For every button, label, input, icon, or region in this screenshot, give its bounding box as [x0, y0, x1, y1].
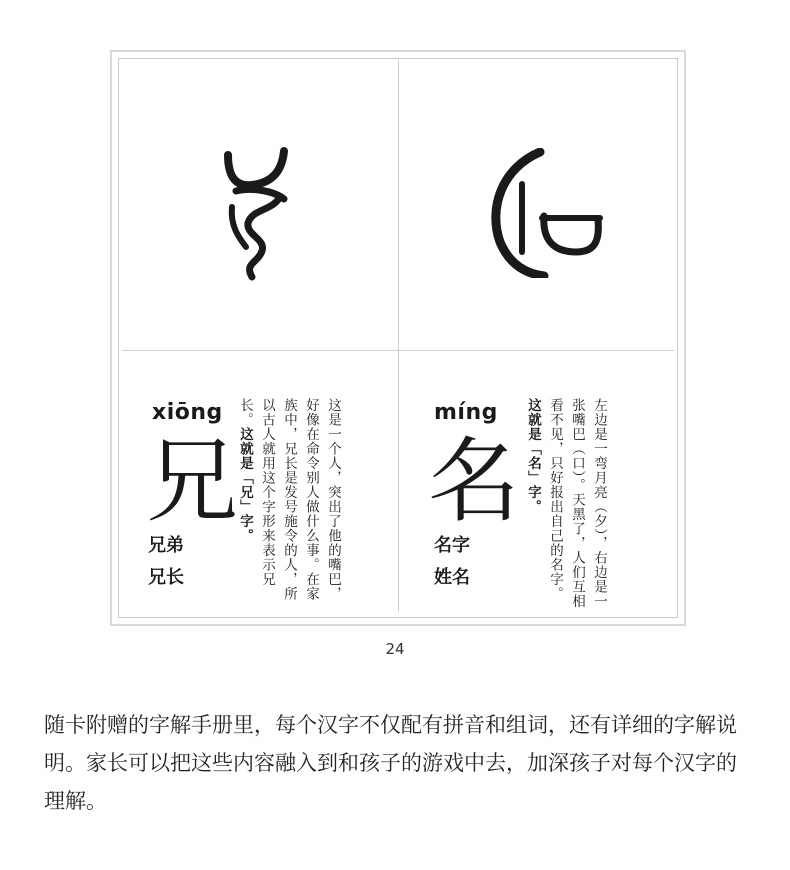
caption-text: 随卡附赠的字解手册里，每个汉字不仅配有拼音和组词，还有详细的字解说明。家长可以把这些内容融入到和孩子的游戏中去，加深孩子对每个汉字的理解。 — [44, 713, 737, 813]
vertical-divider — [398, 60, 399, 612]
ming-explanation-text: 左边是一弯月亮（夕），右边是一张嘴巴（口）。天黑了，人们互相看不见，只好报出自己的名字。 — [547, 398, 607, 609]
ancient-ming-glyph-icon — [482, 148, 607, 282]
ming-explanation — [522, 398, 610, 613]
ming-character: 名 — [428, 428, 521, 535]
xiong-character: 兄 — [146, 428, 239, 535]
xiong-explanation-text: 这是一个人，突出了他的嘴巴，好像在命令别人做什么事。在家族中，兄长是发号施令的人，所以古人就用这个字形来表示兄长。 — [237, 398, 341, 601]
horizontal-divider — [122, 350, 674, 351]
xiong-pinyin: xiōng — [152, 400, 223, 425]
xiong-explanation — [234, 398, 344, 613]
xiong-word-2: 兄长 — [148, 567, 184, 588]
xiong-conclusion: 这就是「兄」字。 — [237, 427, 253, 543]
ming-words — [434, 530, 470, 594]
book-page — [110, 50, 686, 626]
ming-conclusion: 这就是「名」字。 — [525, 398, 541, 514]
xiong-word-1: 兄弟 — [148, 535, 184, 556]
xiong-words — [148, 530, 184, 594]
ming-word-1: 名字 — [434, 535, 470, 556]
page-number: 24 — [385, 640, 405, 658]
ming-word-2: 姓名 — [434, 567, 470, 588]
ming-pinyin: míng — [434, 400, 498, 425]
ancient-xiong-glyph-icon — [222, 147, 294, 291]
